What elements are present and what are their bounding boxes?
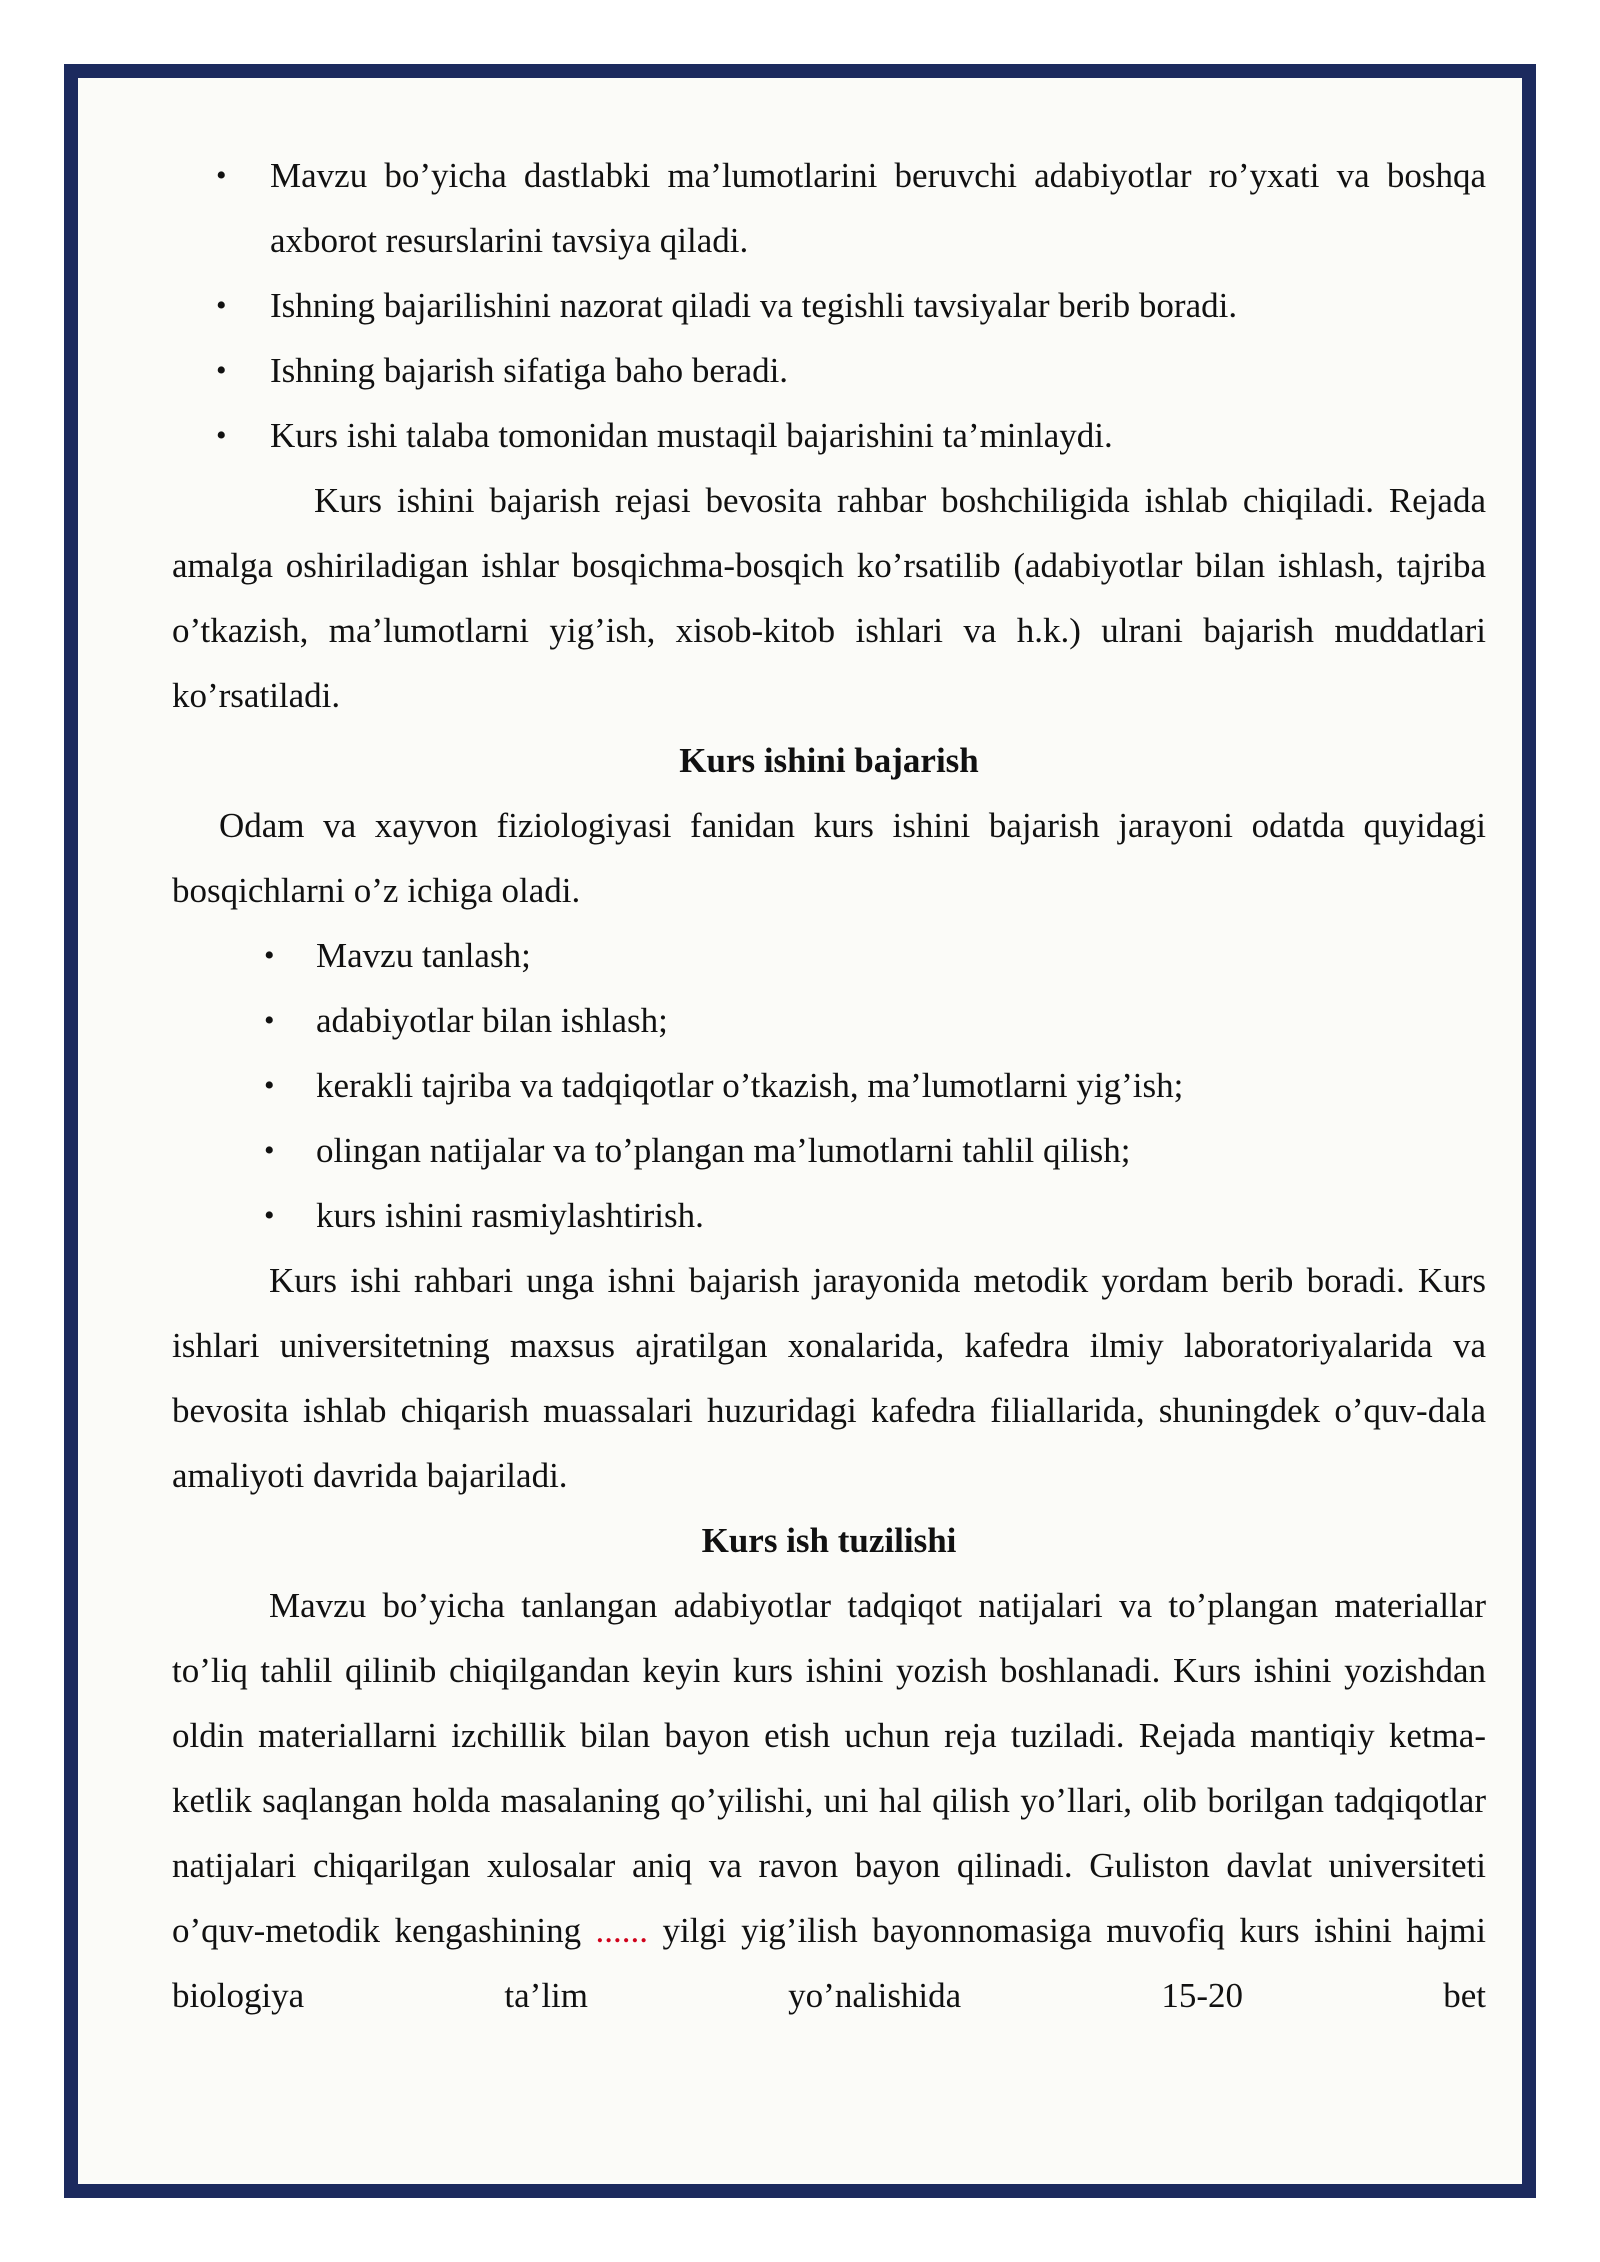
list-item-text: Mavzu bo’yicha dastlabki ma’lumotlarini beruvchi adabiyotlar ro’yxati va boshqa axborot resurslarini tavsiya qiladi. bbox=[270, 156, 1486, 260]
list-item bbox=[172, 273, 1486, 338]
list-item-text: kurs ishini rasmiylashtirish. bbox=[316, 1196, 704, 1235]
bullet-icon: • bbox=[264, 1134, 275, 1167]
list-item-text: kerakli tajriba va tadqiqotlar o’tkazish, ma’lumotlarni yig’ish; bbox=[316, 1066, 1184, 1105]
document-body bbox=[172, 143, 1486, 2028]
list-item bbox=[172, 1118, 1486, 1183]
list-item bbox=[172, 988, 1486, 1053]
list-item-text: Mavzu tanlash; bbox=[316, 936, 531, 975]
bullet-icon: • bbox=[264, 939, 275, 972]
advisor-duties-list bbox=[172, 143, 1486, 468]
paragraph-structure-text-a: Mavzu bo’yicha tanlangan adabiyotlar tadqiqot natijalari va to’plangan materiallar to’liq tahlil qilinib chiqilgandan keyin kurs ishini yozish boshlanadi. Kurs ishini yozishdan oldin materiallarni izchillik bilan bayon etish uchun reja tuziladi. Rejada mantiqiy ketma-ketlik saqlangan holda masalaning qo’yilishi, uni hal qilish yo’llari, olib borilgan tadqiqotlar natijalari chiqarilgan xulosalar aniq va ravon bayon qilinadi. Guliston davlat universiteti o’quv-metodik kengashining bbox=[172, 1586, 1486, 1950]
paragraph-stages-intro: Odam va xayvon fiziologiyasi fanidan kurs ishini bajarish jarayoni odatda quyidagi bosqichlarni o’z ichiga oladi. bbox=[172, 806, 1486, 910]
list-item-text: adabiyotlar bilan ishlash; bbox=[316, 1001, 668, 1040]
list-item-text: Ishning bajarilishini nazorat qiladi va tegishli tavsiyalar berib boradi. bbox=[270, 286, 1238, 325]
list-item-text: Ishning bajarish sifatiga baho beradi. bbox=[270, 351, 789, 390]
list-item bbox=[172, 143, 1486, 273]
list-item bbox=[172, 923, 1486, 988]
paragraph-advisor-help: Kurs ishi rahbari unga ishni bajarish jarayonida metodik yordam berib boradi. Kurs ishlari universitetning maxsus ajratilgan xonalarida, kafedra ilmiy laboratoriyalarida va bevosita ishlab chiqarish muassalari huzuridagi kafedra filiallarida, shuningdek o’quv-dala amaliyoti davrida bajariladi. bbox=[172, 1261, 1486, 1495]
paragraph-structure-text-b: yilgi yig’ilish bayonnomasiga muvofiq kurs ishini hajmi biologiya ta’lim yo’nalishida 15-20 bet bbox=[172, 1911, 1486, 2015]
list-item-text: olingan natijalar va to’plangan ma’lumotlarni tahlil qilish; bbox=[316, 1131, 1131, 1170]
paragraph-plan: Kurs ishini bajarish rejasi bevosita rahbar boshchiligida ishlab chiqiladi. Rejada amalga oshiriladigan ishlar bosqichma-bosqich ko’rsatilib (adabiyotlar bilan ishlash, tajriba o’tkazish, ma’lumotlarni yig’ish, xisob-kitob ishlari va h.k.) ulrani bajarish muddatlari ko’rsatiladi. bbox=[172, 481, 1486, 715]
paragraph-structure bbox=[172, 1573, 1486, 2028]
section-heading-bajarish: Kurs ishini bajarish bbox=[679, 741, 979, 780]
bullet-icon: • bbox=[264, 1069, 275, 1102]
bullet-icon: • bbox=[264, 1004, 275, 1037]
list-item bbox=[172, 1053, 1486, 1118]
placeholder-dots: ...... bbox=[595, 1911, 649, 1950]
bullet-icon: • bbox=[264, 1199, 275, 1232]
bullet-icon: • bbox=[216, 159, 227, 192]
bullet-icon: • bbox=[216, 354, 227, 387]
section-heading-tuzilishi: Kurs ish tuzilishi bbox=[701, 1521, 957, 1560]
list-item bbox=[172, 1183, 1486, 1248]
list-item bbox=[172, 403, 1486, 468]
bullet-icon: • bbox=[216, 289, 227, 322]
list-item bbox=[172, 338, 1486, 403]
bullet-icon: • bbox=[216, 419, 227, 452]
stages-list bbox=[172, 923, 1486, 1248]
list-item-text: Kurs ishi talaba tomonidan mustaqil bajarishini ta’minlaydi. bbox=[270, 416, 1113, 455]
